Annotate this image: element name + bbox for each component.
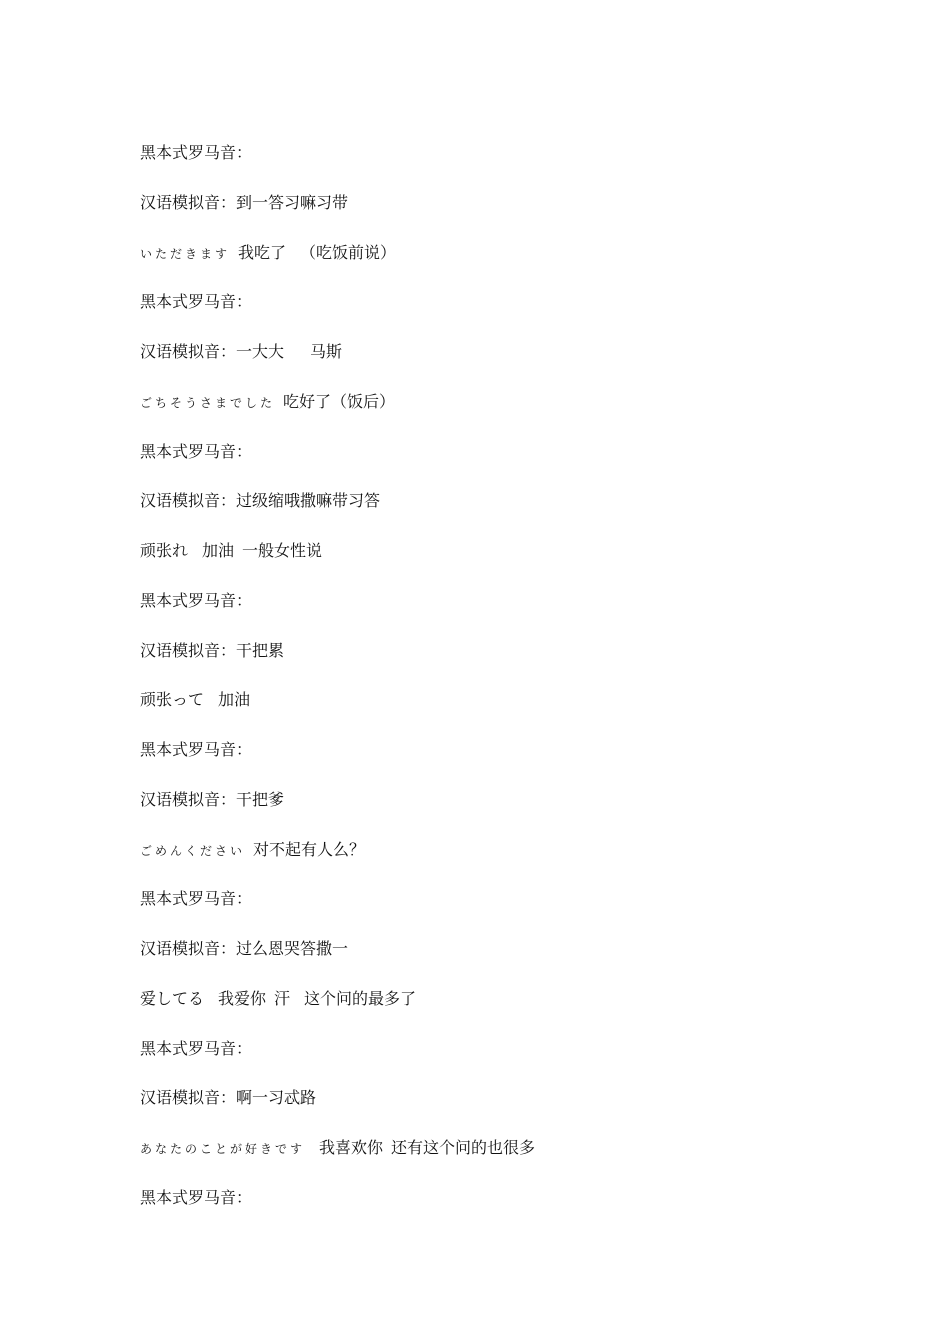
romaji-label: 黑本式罗马音： [140,590,253,610]
pinyin-line: 汉语模拟音：一大大 马斯 [140,342,343,361]
romaji-label: 黑本式罗马音： [140,1038,253,1058]
phrase-meaning: 加油 [202,541,235,560]
phrase-meaning: 我爱你 [218,988,267,1008]
phrase-line [140,689,900,739]
phrase-list [140,142,900,1237]
phrase-line [140,391,900,441]
phrase-note: （吃饭前说） [300,242,397,262]
japanese-phrase: 爱してる [140,988,205,1008]
romaji-label: 黑本式罗马音： [140,889,253,909]
pinyin-line: 汉语模拟音：到一答习嘛习带 [140,192,349,212]
phrase-note: 汗 [274,988,291,1008]
japanese-phrase: ごめんください [140,843,246,858]
pinyin-line: 汉语模拟音：干把爹 [140,789,285,809]
pinyin-line: 汉语模拟音：干把累 [140,640,285,660]
phrase-line [140,242,900,292]
phrase-meaning: 吃好了（饭后） [283,391,396,411]
phrase-meaning: 加油 [218,690,251,710]
phrase-note: 一般女性说 [242,541,323,560]
phrase-meaning: 我吃了 [238,242,287,262]
pinyin-line: 汉语模拟音：过么恩哭答撒一 [140,939,349,958]
phrase-line [140,988,900,1038]
phrase-line [140,839,900,889]
phrase-line [140,540,900,590]
romaji-label: 黑本式罗马音： [140,143,253,162]
japanese-phrase: 顽张って [140,690,205,710]
japanese-phrase: いただきます [140,246,231,261]
japanese-phrase: 顽张れ [140,541,189,560]
romaji-label: 黑本式罗马音： [140,441,253,461]
japanese-phrase: ごちそうさまでした [140,395,276,410]
romaji-label: 黑本式罗马音： [140,740,253,759]
pinyin-line: 汉语模拟音：过级缩哦撒嘛带习答 [140,491,381,511]
phrase-meaning: 对不起有人么？ [253,839,366,859]
phrase-meaning: 我喜欢你 [319,1138,384,1157]
japanese-phrase: あなたのことが好きです [140,1142,306,1156]
romaji-label: 黑本式罗马音： [140,1187,253,1207]
phrase-line [140,1137,900,1187]
phrase-note: 还有这个问的也很多 [391,1138,536,1157]
romaji-label: 黑本式罗马音： [140,292,253,312]
phrase-note: 这个问的最多了 [304,988,417,1008]
pinyin-line: 汉语模拟音：啊一习忒路 [140,1088,317,1108]
